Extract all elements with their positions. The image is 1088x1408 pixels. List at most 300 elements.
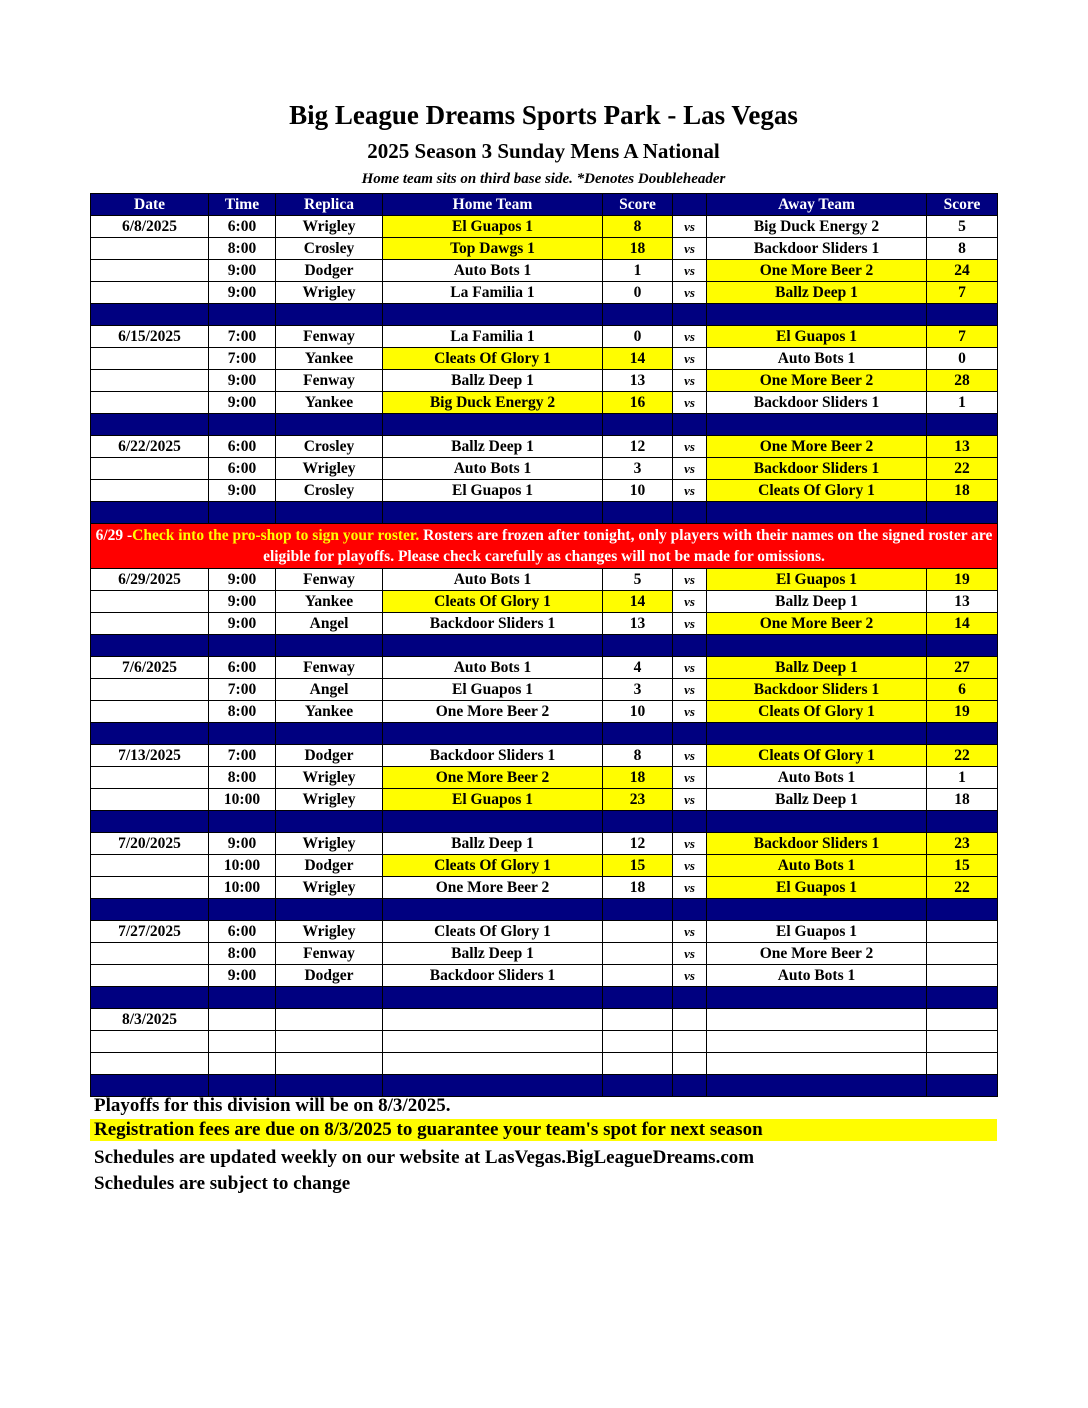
- game-time: [209, 1053, 276, 1075]
- home-score: 10: [603, 480, 673, 502]
- home-score: [603, 943, 673, 965]
- away-team: Cleats Of Glory 1: [707, 480, 927, 502]
- game-field: Crosley: [276, 436, 383, 458]
- game-date: [91, 238, 209, 260]
- separator-cell: [603, 414, 673, 436]
- game-row: [91, 701, 998, 723]
- game-field: Wrigley: [276, 921, 383, 943]
- game-date: [91, 458, 209, 480]
- game-row: [91, 877, 998, 899]
- vs-label: vs: [673, 370, 707, 392]
- home-team: El Guapos 1: [383, 216, 603, 238]
- game-date: 8/3/2025: [91, 1009, 209, 1031]
- home-score: 15: [603, 855, 673, 877]
- separator-cell: [276, 635, 383, 657]
- footer-website: Schedules are updated weekly on our website at LasVegas.BigLeagueDreams.com: [94, 1147, 755, 1168]
- game-field: Wrigley: [276, 877, 383, 899]
- home-score: 18: [603, 238, 673, 260]
- vs-label: vs: [673, 436, 707, 458]
- footer-change-note: Schedules are subject to change: [94, 1173, 351, 1194]
- away-score: 22: [927, 877, 998, 899]
- away-team: Ballz Deep 1: [707, 282, 927, 304]
- vs-label: vs: [673, 348, 707, 370]
- game-time: 9:00: [209, 392, 276, 414]
- home-team: Big Duck Energy 2: [383, 392, 603, 414]
- game-time: 6:00: [209, 216, 276, 238]
- game-row: [91, 745, 998, 767]
- home-team: Ballz Deep 1: [383, 943, 603, 965]
- col-header-date: Date: [91, 194, 209, 216]
- game-row: [91, 1009, 998, 1031]
- game-date: [91, 1053, 209, 1075]
- separator-cell: [673, 304, 707, 326]
- game-date: [91, 855, 209, 877]
- game-row: [91, 943, 998, 965]
- home-team: La Familia 1: [383, 282, 603, 304]
- game-date: 7/27/2025: [91, 921, 209, 943]
- home-team: [383, 1031, 603, 1053]
- week-separator-row: [91, 899, 998, 921]
- away-score: 27: [927, 657, 998, 679]
- vs-label: vs: [673, 943, 707, 965]
- game-date: [91, 591, 209, 613]
- game-date: [91, 943, 209, 965]
- home-score: 18: [603, 877, 673, 899]
- separator-cell: [91, 899, 209, 921]
- game-time: 9:00: [209, 591, 276, 613]
- game-row: [91, 370, 998, 392]
- separator-cell: [383, 899, 603, 921]
- game-field: Dodger: [276, 260, 383, 282]
- separator-cell: [603, 723, 673, 745]
- vs-label: vs: [673, 480, 707, 502]
- home-score: 0: [603, 282, 673, 304]
- away-team: Backdoor Sliders 1: [707, 238, 927, 260]
- away-team: One More Beer 2: [707, 943, 927, 965]
- vs-label: vs: [673, 591, 707, 613]
- game-field: Wrigley: [276, 789, 383, 811]
- away-score: 1: [927, 392, 998, 414]
- home-team: Backdoor Sliders 1: [383, 613, 603, 635]
- game-field: Angel: [276, 613, 383, 635]
- away-team: [707, 1053, 927, 1075]
- game-row: [91, 1031, 998, 1053]
- away-team: Ballz Deep 1: [707, 591, 927, 613]
- home-team: Auto Bots 1: [383, 569, 603, 591]
- week-separator-row: [91, 987, 998, 1009]
- notice-prefix: 6/29 -: [95, 527, 133, 544]
- vs-label: [673, 1031, 707, 1053]
- game-row: [91, 767, 998, 789]
- game-row: [91, 679, 998, 701]
- home-team: One More Beer 2: [383, 877, 603, 899]
- game-row: [91, 216, 998, 238]
- separator-cell: [673, 723, 707, 745]
- game-field: Wrigley: [276, 767, 383, 789]
- away-team: El Guapos 1: [707, 877, 927, 899]
- col-header-vs: [673, 194, 707, 216]
- separator-cell: [673, 987, 707, 1009]
- separator-cell: [276, 811, 383, 833]
- game-field: Fenway: [276, 569, 383, 591]
- away-score: 1: [927, 767, 998, 789]
- game-time: 7:00: [209, 326, 276, 348]
- home-score: 4: [603, 657, 673, 679]
- game-field: Wrigley: [276, 458, 383, 480]
- game-time: 6:00: [209, 458, 276, 480]
- separator-cell: [673, 502, 707, 524]
- home-score: 1: [603, 260, 673, 282]
- footer-playoffs: Playoffs for this division will be on 8/3/2025.: [94, 1095, 451, 1116]
- away-team: Auto Bots 1: [707, 767, 927, 789]
- separator-cell: [927, 304, 998, 326]
- game-field: Wrigley: [276, 282, 383, 304]
- vs-label: vs: [673, 877, 707, 899]
- away-team: Ballz Deep 1: [707, 657, 927, 679]
- home-score: 3: [603, 458, 673, 480]
- game-time: 7:00: [209, 679, 276, 701]
- game-field: Yankee: [276, 701, 383, 723]
- home-score: 16: [603, 392, 673, 414]
- separator-cell: [927, 635, 998, 657]
- separator-cell: [276, 414, 383, 436]
- game-row: [91, 326, 998, 348]
- home-score: [603, 921, 673, 943]
- game-row: [91, 392, 998, 414]
- week-separator-row: [91, 723, 998, 745]
- game-row: [91, 480, 998, 502]
- home-score: 5: [603, 569, 673, 591]
- separator-cell: [707, 811, 927, 833]
- home-score: 14: [603, 348, 673, 370]
- away-score: 23: [927, 833, 998, 855]
- separator-cell: [383, 723, 603, 745]
- game-row: [91, 458, 998, 480]
- away-score: 7: [927, 282, 998, 304]
- separator-cell: [383, 502, 603, 524]
- home-team: Ballz Deep 1: [383, 370, 603, 392]
- away-team: Backdoor Sliders 1: [707, 833, 927, 855]
- separator-cell: [383, 635, 603, 657]
- game-field: Wrigley: [276, 216, 383, 238]
- separator-cell: [603, 987, 673, 1009]
- game-row: [91, 436, 998, 458]
- separator-cell: [383, 304, 603, 326]
- game-time: [209, 1009, 276, 1031]
- away-team: Big Duck Energy 2: [707, 216, 927, 238]
- away-score: 8: [927, 238, 998, 260]
- separator-cell: [276, 723, 383, 745]
- separator-cell: [209, 1075, 276, 1097]
- home-team: Backdoor Sliders 1: [383, 965, 603, 987]
- home-score: 8: [603, 745, 673, 767]
- home-team: El Guapos 1: [383, 480, 603, 502]
- game-field: Angel: [276, 679, 383, 701]
- separator-cell: [603, 635, 673, 657]
- vs-label: vs: [673, 789, 707, 811]
- separator-cell: [91, 502, 209, 524]
- game-field: Yankee: [276, 348, 383, 370]
- separator-cell: [91, 304, 209, 326]
- game-field: Crosley: [276, 480, 383, 502]
- home-team: Ballz Deep 1: [383, 436, 603, 458]
- home-score: 13: [603, 613, 673, 635]
- separator-cell: [209, 899, 276, 921]
- home-team: Auto Bots 1: [383, 458, 603, 480]
- home-team: [383, 1009, 603, 1031]
- away-team: [707, 1009, 927, 1031]
- away-score: 22: [927, 458, 998, 480]
- home-score: [603, 1053, 673, 1075]
- separator-cell: [707, 1075, 927, 1097]
- separator-cell: [209, 502, 276, 524]
- week-separator-row: [91, 1075, 998, 1097]
- away-score: [927, 1053, 998, 1075]
- separator-cell: [673, 811, 707, 833]
- game-row: [91, 855, 998, 877]
- separator-cell: [707, 635, 927, 657]
- game-row: [91, 348, 998, 370]
- home-team: One More Beer 2: [383, 767, 603, 789]
- game-date: [91, 392, 209, 414]
- away-score: 18: [927, 789, 998, 811]
- vs-label: vs: [673, 855, 707, 877]
- away-team: El Guapos 1: [707, 326, 927, 348]
- game-date: [91, 767, 209, 789]
- away-score: 18: [927, 480, 998, 502]
- separator-cell: [673, 1075, 707, 1097]
- game-field: [276, 1009, 383, 1031]
- game-time: 6:00: [209, 921, 276, 943]
- home-score: 10: [603, 701, 673, 723]
- game-date: [91, 348, 209, 370]
- separator-cell: [209, 811, 276, 833]
- game-date: [91, 613, 209, 635]
- away-team: Auto Bots 1: [707, 965, 927, 987]
- away-score: [927, 965, 998, 987]
- game-time: 9:00: [209, 260, 276, 282]
- home-team: Cleats Of Glory 1: [383, 348, 603, 370]
- away-score: 7: [927, 326, 998, 348]
- game-row: [91, 789, 998, 811]
- separator-cell: [603, 1075, 673, 1097]
- separator-cell: [927, 502, 998, 524]
- week-separator-row: [91, 635, 998, 657]
- col-header-away-score: Score: [927, 194, 998, 216]
- vs-label: vs: [673, 216, 707, 238]
- home-team: Backdoor Sliders 1: [383, 745, 603, 767]
- col-header-home-team: Home Team: [383, 194, 603, 216]
- separator-cell: [91, 1075, 209, 1097]
- game-field: Fenway: [276, 326, 383, 348]
- away-score: 19: [927, 569, 998, 591]
- game-row: [91, 965, 998, 987]
- away-score: [927, 1009, 998, 1031]
- away-score: [927, 1031, 998, 1053]
- vs-label: [673, 1009, 707, 1031]
- home-score: 18: [603, 767, 673, 789]
- game-time: 10:00: [209, 855, 276, 877]
- home-score: [603, 1009, 673, 1031]
- separator-cell: [91, 635, 209, 657]
- game-time: 8:00: [209, 701, 276, 723]
- away-team: One More Beer 2: [707, 436, 927, 458]
- home-score: [603, 1031, 673, 1053]
- separator-cell: [383, 811, 603, 833]
- separator-cell: [707, 987, 927, 1009]
- separator-cell: [927, 899, 998, 921]
- notice-text: Rosters are frozen after tonight, only players with their names on the signed roster are eligible for playoffs. Please check carefully as changes will not be made for omissions.: [263, 527, 993, 565]
- away-score: 22: [927, 745, 998, 767]
- page-subtitle: 2025 Season 3 Sunday Mens A National: [367, 139, 720, 163]
- away-score: 19: [927, 701, 998, 723]
- game-date: [91, 965, 209, 987]
- game-time: 9:00: [209, 833, 276, 855]
- home-team: La Familia 1: [383, 326, 603, 348]
- game-time: 10:00: [209, 789, 276, 811]
- home-team: Top Dawgs 1: [383, 238, 603, 260]
- roster-notice: [91, 524, 998, 569]
- game-field: Fenway: [276, 943, 383, 965]
- vs-label: vs: [673, 260, 707, 282]
- home-team: [383, 1053, 603, 1075]
- away-score: 6: [927, 679, 998, 701]
- separator-cell: [603, 304, 673, 326]
- away-team: El Guapos 1: [707, 569, 927, 591]
- col-header-away-team: Away Team: [707, 194, 927, 216]
- footer-registration: Registration fees are due on 8/3/2025 to guarantee your team's spot for next season: [90, 1119, 997, 1141]
- home-score: 0: [603, 326, 673, 348]
- separator-cell: [927, 1075, 998, 1097]
- game-date: [91, 260, 209, 282]
- game-row: [91, 569, 998, 591]
- game-time: 8:00: [209, 767, 276, 789]
- home-team: El Guapos 1: [383, 679, 603, 701]
- separator-cell: [209, 635, 276, 657]
- game-time: 7:00: [209, 745, 276, 767]
- away-team: Backdoor Sliders 1: [707, 392, 927, 414]
- vs-label: vs: [673, 921, 707, 943]
- away-team: Auto Bots 1: [707, 348, 927, 370]
- away-team: Backdoor Sliders 1: [707, 679, 927, 701]
- home-score: [603, 965, 673, 987]
- home-team: Cleats Of Glory 1: [383, 921, 603, 943]
- game-field: Crosley: [276, 238, 383, 260]
- separator-cell: [209, 987, 276, 1009]
- away-score: 0: [927, 348, 998, 370]
- game-date: [91, 282, 209, 304]
- game-row: [91, 833, 998, 855]
- vs-label: vs: [673, 833, 707, 855]
- col-header-home-score: Score: [603, 194, 673, 216]
- week-separator-row: [91, 502, 998, 524]
- separator-cell: [276, 502, 383, 524]
- col-header-time: Time: [209, 194, 276, 216]
- game-date: [91, 679, 209, 701]
- game-row: [91, 613, 998, 635]
- away-team: Cleats Of Glory 1: [707, 745, 927, 767]
- game-field: Dodger: [276, 855, 383, 877]
- game-row: [91, 238, 998, 260]
- separator-cell: [91, 811, 209, 833]
- game-field: Yankee: [276, 392, 383, 414]
- game-row: [91, 260, 998, 282]
- game-time: 9:00: [209, 282, 276, 304]
- vs-label: vs: [673, 613, 707, 635]
- away-team: [707, 1031, 927, 1053]
- home-score: 12: [603, 436, 673, 458]
- game-time: 8:00: [209, 238, 276, 260]
- game-date: 7/13/2025: [91, 745, 209, 767]
- home-team: Cleats Of Glory 1: [383, 591, 603, 613]
- home-team: Cleats Of Glory 1: [383, 855, 603, 877]
- separator-cell: [707, 899, 927, 921]
- table-header-row: [91, 194, 998, 216]
- game-date: [91, 1031, 209, 1053]
- separator-cell: [673, 635, 707, 657]
- home-team: El Guapos 1: [383, 789, 603, 811]
- away-team: One More Beer 2: [707, 260, 927, 282]
- notice-highlight: Check into the pro-shop to sign your roster.: [132, 527, 420, 544]
- game-date: 6/8/2025: [91, 216, 209, 238]
- vs-label: [673, 1053, 707, 1075]
- game-time: 7:00: [209, 348, 276, 370]
- away-team: Cleats Of Glory 1: [707, 701, 927, 723]
- vs-label: vs: [673, 679, 707, 701]
- separator-cell: [209, 414, 276, 436]
- game-field: Fenway: [276, 657, 383, 679]
- away-team: Ballz Deep 1: [707, 789, 927, 811]
- game-row: [91, 282, 998, 304]
- vs-label: vs: [673, 745, 707, 767]
- vs-label: vs: [673, 767, 707, 789]
- game-field: [276, 1053, 383, 1075]
- away-team: Backdoor Sliders 1: [707, 458, 927, 480]
- separator-cell: [707, 414, 927, 436]
- separator-cell: [383, 1075, 603, 1097]
- game-date: 6/29/2025: [91, 569, 209, 591]
- week-separator-row: [91, 414, 998, 436]
- separator-cell: [91, 723, 209, 745]
- separator-cell: [383, 414, 603, 436]
- home-team-note: Home team sits on third base side. *Denotes Doubleheader: [361, 171, 726, 187]
- away-team: One More Beer 2: [707, 613, 927, 635]
- separator-cell: [276, 987, 383, 1009]
- game-date: [91, 480, 209, 502]
- vs-label: vs: [673, 326, 707, 348]
- home-score: 23: [603, 789, 673, 811]
- separator-cell: [603, 899, 673, 921]
- game-field: Dodger: [276, 965, 383, 987]
- game-row: [91, 921, 998, 943]
- away-score: 15: [927, 855, 998, 877]
- schedule-body: [91, 216, 998, 1097]
- separator-cell: [209, 304, 276, 326]
- vs-label: vs: [673, 701, 707, 723]
- separator-cell: [927, 987, 998, 1009]
- game-time: [209, 1031, 276, 1053]
- separator-cell: [276, 899, 383, 921]
- schedule-table: [90, 193, 998, 1097]
- vs-label: vs: [673, 458, 707, 480]
- game-field: Wrigley: [276, 833, 383, 855]
- away-score: 24: [927, 260, 998, 282]
- separator-cell: [673, 414, 707, 436]
- separator-cell: [707, 304, 927, 326]
- vs-label: vs: [673, 238, 707, 260]
- separator-cell: [603, 811, 673, 833]
- away-team: Auto Bots 1: [707, 855, 927, 877]
